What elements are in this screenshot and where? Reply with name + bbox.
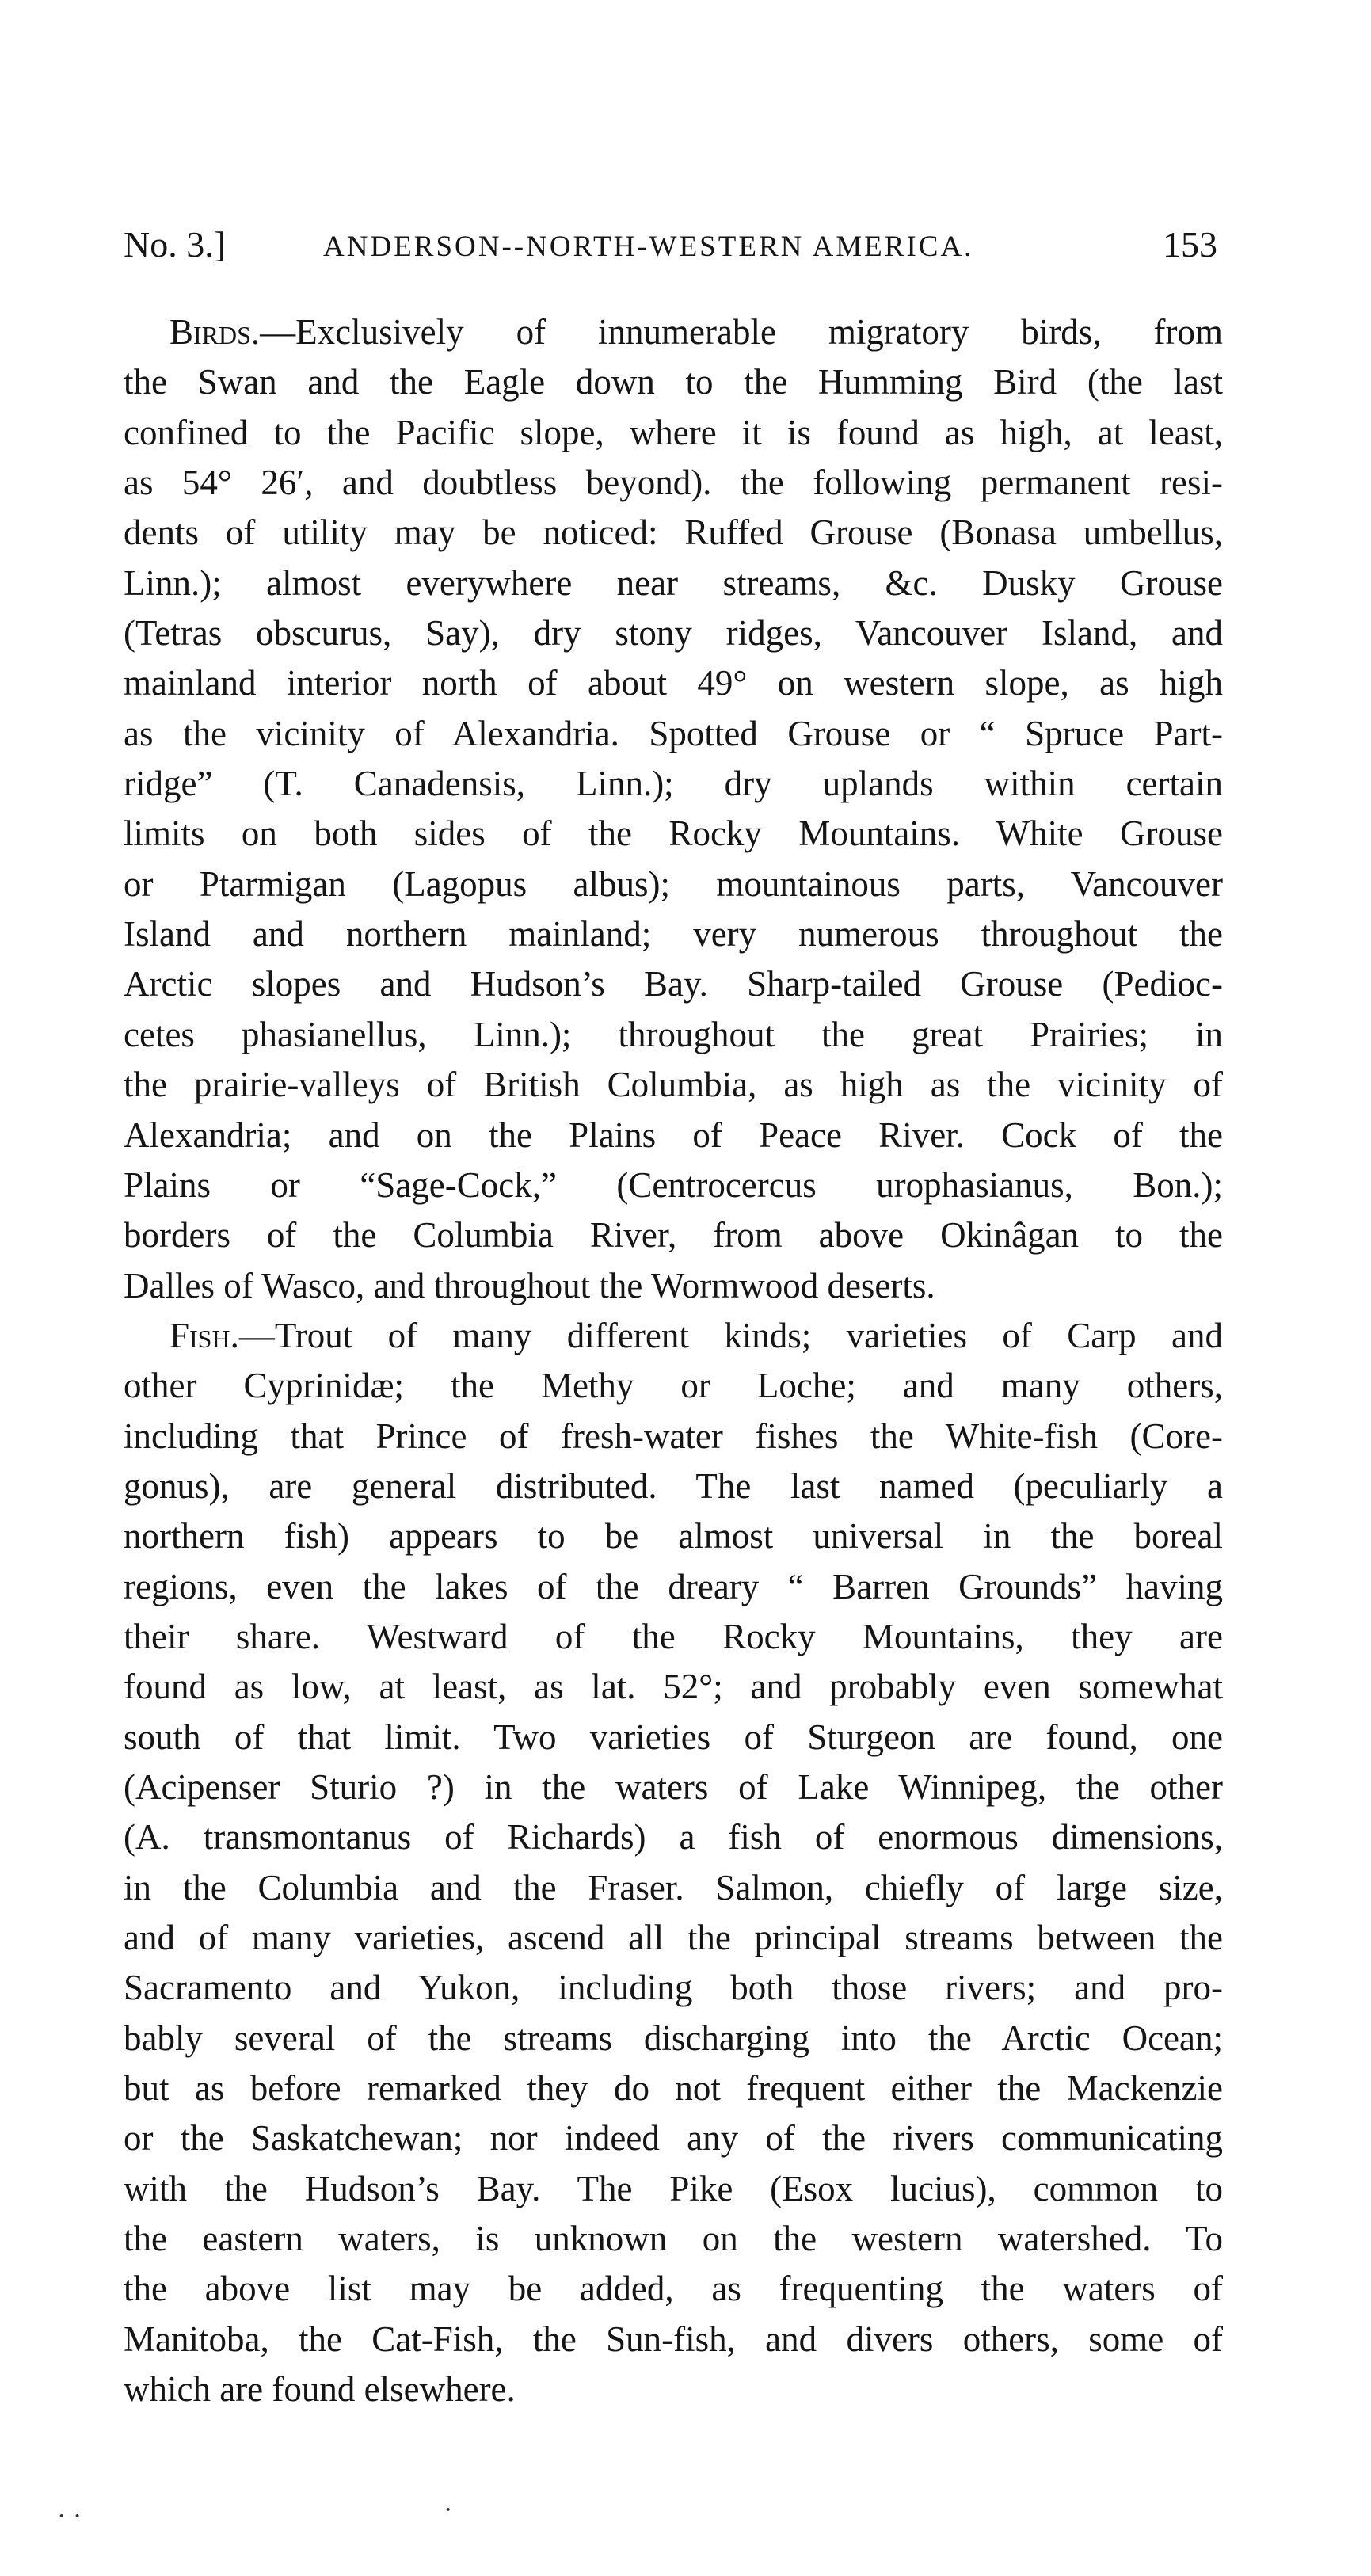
text-line: or the Saskatchewan; nor indeed any of the rivers communicating: [124, 2118, 1223, 2159]
text-line: limits on both sides of the Rocky Mountains. White Grouse: [124, 814, 1223, 854]
text-line: Plains or “Sage-Cock,” (Centrocercus urophasianus, Bon.);: [124, 1164, 1223, 1205]
text-line: the Swan and the Eagle down to the Humming Bird (the last: [124, 362, 1223, 402]
text-line: the above list may be added, as frequenting the waters of: [124, 2269, 1223, 2309]
text-line: northern fish) appears to be almost universal in the boreal: [124, 1516, 1223, 1557]
page-header: [119, 223, 1220, 271]
text-line: confined to the Pacific slope, where it is found as high, at least,: [124, 412, 1223, 452]
text-line: Manitoba, the Cat-Fish, the Sun-fish, and divers others, some of: [124, 2319, 1223, 2359]
text-line: bably several of the streams discharging into the Arctic Ocean;: [124, 2018, 1223, 2058]
running-title: ANDERSON--NORTH-WESTERN AMERICA.: [323, 231, 974, 263]
text-line: ridge” (T. Canadensis, Linn.); dry uplands within certain: [124, 764, 1223, 804]
text-line: and of many varieties, ascend all the principal streams between the: [124, 1918, 1223, 1957]
text-line: [124, 1311, 1223, 1361]
text-line: (Acipenser Sturio ?) in the waters of Lake Winnipeg, the other: [124, 1766, 1223, 1807]
text-line: with the Hudson’s Bay. The Pike (Esox lucius), common to: [124, 2168, 1223, 2208]
fish-heading: Fish.: [169, 1315, 239, 1355]
text-line: (Tetras obscurus, Say), dry stony ridges, Vancouver Island, and: [124, 613, 1223, 654]
margin-dots: · ·: [57, 2502, 82, 2531]
text-line-content: —Trout of many different kinds; varieties of Carp and: [238, 1315, 1223, 1355]
text-line: cetes phasianellus, Linn.); throughout the great Prairies; in: [124, 1014, 1223, 1054]
text-line: including that Prince of fresh-water fishes the White-fish (Core-: [124, 1416, 1223, 1456]
issue-number: No. 3.]: [124, 224, 227, 265]
text-line: south of that limit. Two varieties of Sturgeon are found, one: [124, 1717, 1223, 1757]
text-line: gonus), are general distributed. The last named (peculiarly a: [124, 1465, 1223, 1506]
text-line: as the vicinity of Alexandria. Spotted Grouse or “ Spruce Part-: [124, 713, 1223, 753]
text-line: Sacramento and Yukon, including both those rivers; and pro-: [124, 1968, 1223, 2008]
text-line: their share. Westward of the Rocky Mountains, they are: [124, 1616, 1223, 1656]
text-line: [124, 307, 1223, 357]
fish-paragraph: [124, 1311, 1223, 2415]
bottom-dot: ·: [444, 2495, 453, 2525]
text-line: Dalles of Wasco, and throughout the Wormwood deserts.: [124, 1265, 935, 1305]
text-line: regions, even the lakes of the dreary “ Barren Grounds” having: [124, 1566, 1223, 1606]
text-line: dents of utility may be noticed: Ruffed Grouse (Bonasa umbellus,: [124, 513, 1223, 553]
text-line: the prairie-valleys of British Columbia, as high as the vicinity of: [124, 1065, 1223, 1105]
text-line: mainland interior north of about 49° on western slope, as high: [124, 663, 1223, 703]
text-line: or Ptarmigan (Lagopus albus); mountainous parts, Vancouver: [124, 863, 1223, 904]
text-line: the eastern waters, is unknown on the western watershed. To: [124, 2219, 1223, 2259]
birds-heading: Birds.: [169, 312, 261, 352]
text-line: in the Columbia and the Fraser. Salmon, chiefly of large size,: [124, 1867, 1223, 1907]
text-line: (A. transmontanus of Richards) a fish of enormous dimensions,: [124, 1817, 1223, 1858]
text-line: but as before remarked they do not frequent either the Mackenzie: [124, 2068, 1223, 2109]
text-line: borders of the Columbia River, from above Okinâgan to the: [124, 1215, 1223, 1256]
text-line: found as low, at least, as lat. 52°; and probably even somewhat: [124, 1667, 1223, 1707]
text-line: which are found elsewhere.: [124, 2369, 516, 2410]
text-line: as 54° 26′, and doubtless beyond). the following permanent resi-: [124, 463, 1223, 503]
text-line: Arctic slopes and Hudson’s Bay. Sharp-tailed Grouse (Pedioc-: [124, 964, 1223, 1004]
text-line-content: —Exclusively of innumerable migratory birds, from: [260, 312, 1223, 352]
text-line: Alexandria; and on the Plains of Peace River. Cock of the: [124, 1115, 1223, 1155]
birds-paragraph: [124, 307, 1223, 1311]
page-number: 153: [1163, 224, 1217, 265]
body-text: [124, 307, 1223, 2414]
text-line: Island and northern mainland; very numerous throughout the: [124, 914, 1223, 955]
text-line: Linn.); almost everywhere near streams, &c. Dusky Grouse: [124, 562, 1223, 603]
text-line: other Cyprinidæ; the Methy or Loche; and many others,: [124, 1366, 1223, 1406]
